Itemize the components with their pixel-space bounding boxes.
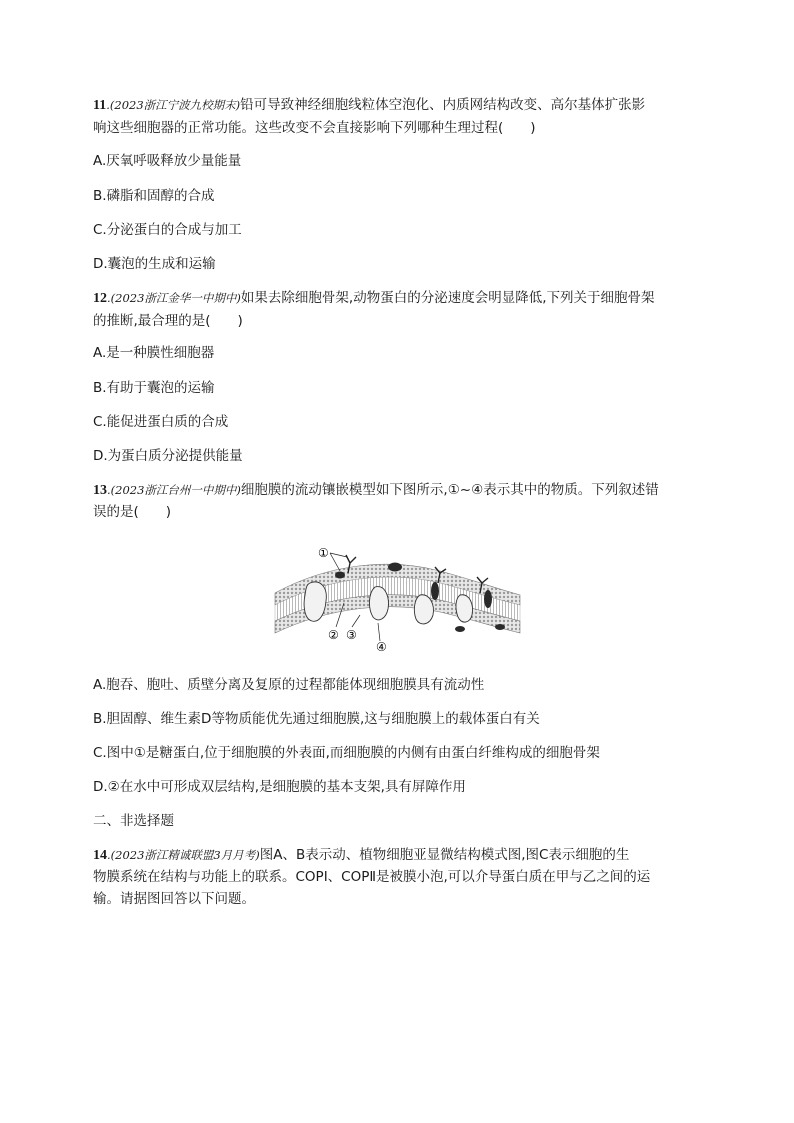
dark-protein-3 <box>431 582 439 600</box>
transmembrane-protein-3 <box>414 595 433 624</box>
inner-peripheral-protein-2 <box>455 626 465 632</box>
q11-option-b: B.磷脂和固醇的合成 <box>93 188 215 204</box>
q12-stem-text-1: 如果去除细胞骨架,动物蛋白的分泌速度会明显降低,下列关于细胞骨架 <box>240 290 655 306</box>
label-1: ① <box>318 546 329 560</box>
q14-stem-line-2: 物膜系统在结构与功能上的联系。COPⅠ、COPⅡ是被膜小泡,可以介导蛋白质在甲与乙之间的运 <box>93 869 651 885</box>
q13-stem-line-2: 误的是( ) <box>93 504 172 520</box>
label-3: ③ <box>346 628 357 642</box>
q14-stem-text-1: 图A、B表示动、植物细胞亚显微结构模式图,图C表示细胞的生 <box>259 847 630 863</box>
q11-number: 11 <box>93 98 107 113</box>
q11-stem-text-1: 铅可导致神经细胞线粒体空泡化、内质网结构改变、高尔基体扩张影 <box>240 97 646 113</box>
q11-option-c: C.分泌蛋白的合成与加工 <box>93 222 242 238</box>
label-4: ④ <box>376 640 387 653</box>
q12-option-d: D.为蛋白质分泌提供能量 <box>93 448 243 464</box>
q12-stem-line-1 <box>93 289 655 308</box>
dark-protein-4 <box>484 590 492 608</box>
q14-stem-line-3: 输。请据图回答以下问题。 <box>93 891 255 907</box>
q12-option-b: B.有助于囊泡的运输 <box>93 380 215 396</box>
q12-option-c: C.能促进蛋白质的合成 <box>93 414 229 430</box>
q13-option-c: C.图中①是糖蛋白,位于细胞膜的外表面,而细胞膜的内侧有由蛋白纤维构成的细胞骨架 <box>93 745 600 761</box>
transmembrane-protein-2 <box>369 587 388 620</box>
q13-option-d: D.②在水中可形成双层结构,是细胞膜的基本支架,具有屏障作用 <box>93 779 466 795</box>
q11-stem-line-1 <box>93 96 645 115</box>
transmembrane-protein-4 <box>456 595 473 622</box>
q13-stem-text-1: 细胞膜的流动镶嵌模型如下图所示,①~④表示其中的物质。下列叙述错 <box>240 482 659 498</box>
q12-stem-line-2: 的推断,最合理的是( ) <box>93 313 243 329</box>
peripheral-protein-1 <box>335 572 345 579</box>
q13-source: .(2023浙江台州一中期中) <box>107 483 241 497</box>
inner-peripheral-protein <box>495 624 505 630</box>
membrane-diagram <box>270 543 525 653</box>
q12-number: 12 <box>93 291 107 306</box>
peripheral-protein-2 <box>388 563 402 572</box>
q11-option-a: A.厌氧呼吸释放少量能量 <box>93 153 242 169</box>
q12-option-a: A.是一种膜性细胞器 <box>93 345 215 361</box>
q14-stem-line-1 <box>93 846 629 865</box>
q13-number: 13 <box>93 483 107 498</box>
q11-option-d: D.囊泡的生成和运输 <box>93 256 216 272</box>
q13-option-b: B.胆固醇、维生素D等物质能优先通过细胞膜,这与细胞膜上的载体蛋白有关 <box>93 711 540 727</box>
fluid-mosaic-membrane-figure <box>270 543 525 653</box>
q14-source: .(2023浙江精诚联盟3月月考) <box>107 848 260 862</box>
q13-option-a: A.胞吞、胞吐、质壁分离及复原的过程都能体现细胞膜具有流动性 <box>93 677 485 693</box>
q13-stem-line-1 <box>93 481 659 500</box>
q14-number: 14 <box>93 848 107 863</box>
q12-source: .(2023浙江金华一中期中) <box>107 291 241 305</box>
q11-stem-line-2: 响这些细胞器的正常功能。这些改变不会直接影响下列哪种生理过程( ) <box>93 120 536 136</box>
q11-source: .(2023浙江宁波九校期末) <box>106 98 241 112</box>
label-2: ② <box>328 628 339 642</box>
section-heading-non-choice: 二、非选择题 <box>93 813 174 829</box>
